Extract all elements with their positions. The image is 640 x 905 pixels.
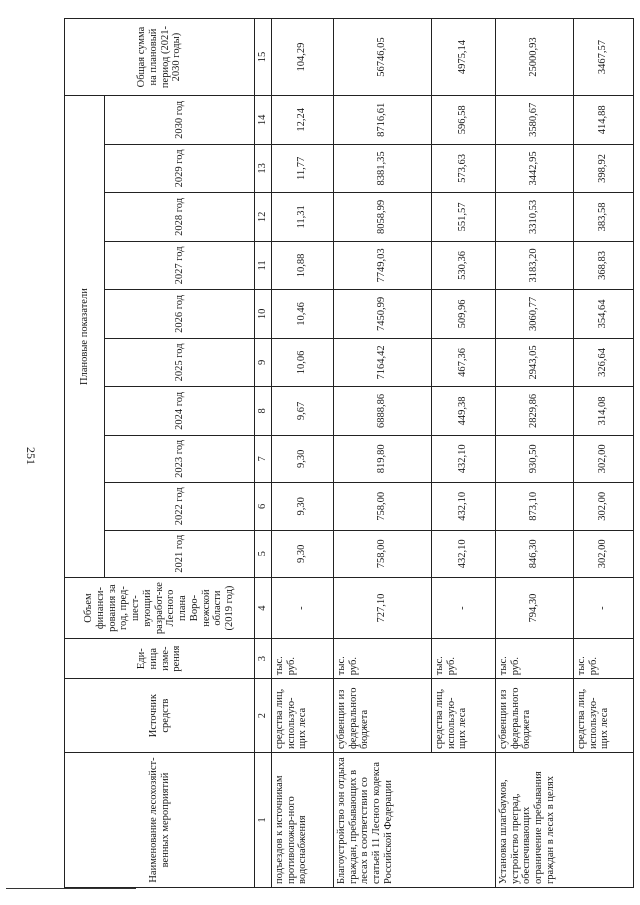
cell-source: средства лиц, использую-щих леса <box>573 679 633 753</box>
cell-year-value: 873,10 <box>495 483 573 530</box>
header-volume: Объем финанси-рования за год, пред-шест-вующий разработ-ке Лесного плана Воро-нежской области (2019 год) <box>65 577 255 638</box>
cell-year-value: 398,92 <box>573 144 633 193</box>
column-number: 10 <box>255 290 272 339</box>
cell-year-value: 2829,86 <box>495 387 573 436</box>
cell-year-value: 596,58 <box>431 96 495 145</box>
header-name: Наименование лесохозяйст-венных мероприятий <box>65 753 255 888</box>
cell-year-value: 7450,99 <box>333 290 431 339</box>
cell-year-value: 354,64 <box>573 290 633 339</box>
cell-year-value: 10,46 <box>271 290 333 339</box>
cell-unit: тыс. руб. <box>271 639 333 679</box>
cell-name: Благоустройство зон отдыха граждан, пребывающих в лесах в соответствии со статьей 11 Лесного кодекса Российской Федерации <box>333 753 495 888</box>
cell-total: 3467,57 <box>573 19 633 96</box>
table-row <box>271 19 333 888</box>
cell-year-value: 8381,35 <box>333 144 431 193</box>
cell-name: подъездов к источникам противопожар-ного водоснабжения <box>271 753 333 888</box>
cell-year-value: 449,38 <box>431 387 495 436</box>
cell-volume: - <box>271 577 333 638</box>
planning-table <box>64 18 634 888</box>
column-number: 11 <box>255 241 272 290</box>
cell-year-value: 819,80 <box>333 435 431 482</box>
header-source: Источник средств <box>65 679 255 753</box>
cell-year-value: 10,06 <box>271 338 333 387</box>
column-number: 1 <box>255 753 272 888</box>
cell-year-value: 7749,03 <box>333 241 431 290</box>
cell-year-value: 509,96 <box>431 290 495 339</box>
cell-unit: тыс. руб. <box>573 639 633 679</box>
cell-volume: 794,30 <box>495 577 573 638</box>
cell-year-value: 10,88 <box>271 241 333 290</box>
header-year: 2028 год <box>105 193 255 242</box>
cell-year-value: 12,24 <box>271 96 333 145</box>
column-number: 3 <box>255 639 272 679</box>
cell-year-value: 3060,77 <box>495 290 573 339</box>
cell-volume: 727,10 <box>333 577 431 638</box>
header-year: 2030 год <box>105 96 255 145</box>
header-year: 2023 год <box>105 435 255 482</box>
cell-year-value: 11,77 <box>271 144 333 193</box>
cell-source: средства лиц, использую-щих леса <box>431 679 495 753</box>
cell-year-value: 8716,61 <box>333 96 431 145</box>
cell-total: 25000,93 <box>495 19 573 96</box>
rotated-table-container <box>64 18 624 888</box>
cell-year-value: 573,63 <box>431 144 495 193</box>
cell-year-value: 758,00 <box>333 530 431 577</box>
cell-unit: тыс. руб. <box>333 639 431 679</box>
cell-volume: - <box>573 577 633 638</box>
column-number: 15 <box>255 19 272 96</box>
cell-year-value: 414,88 <box>573 96 633 145</box>
table-row <box>495 19 573 888</box>
cell-year-value: 432,10 <box>431 530 495 577</box>
cell-year-value: 8058,99 <box>333 193 431 242</box>
cell-year-value: 302,00 <box>573 530 633 577</box>
cell-year-value: 11,31 <box>271 193 333 242</box>
cell-volume: - <box>431 577 495 638</box>
cell-year-value: 7164,42 <box>333 338 431 387</box>
cell-year-value: 9,30 <box>271 483 333 530</box>
cell-unit: тыс. руб. <box>431 639 495 679</box>
page-number: 251 <box>24 447 38 465</box>
cell-year-value: 383,58 <box>573 193 633 242</box>
column-number: 5 <box>255 530 272 577</box>
column-number: 6 <box>255 483 272 530</box>
cell-year-value: 846,30 <box>495 530 573 577</box>
cell-year-value: 302,00 <box>573 435 633 482</box>
cell-unit: тыс. руб. <box>495 639 573 679</box>
cell-year-value: 551,57 <box>431 193 495 242</box>
header-total: Общая сумма на плановый период (2021-2030 годы) <box>65 19 255 96</box>
cell-year-value: 9,30 <box>271 530 333 577</box>
cell-year-value: 3310,53 <box>495 193 573 242</box>
cell-total: 56746,05 <box>333 19 431 96</box>
cell-year-value: 467,36 <box>431 338 495 387</box>
cell-name: Установка шлагбаумов, устройство преград, обеспечивающих ограничение пребывания граждан в лесах в целях <box>495 753 633 888</box>
cell-year-value: 6888,86 <box>333 387 431 436</box>
cell-year-value: 9,30 <box>271 435 333 482</box>
header-planned: Плановые показатели <box>65 96 105 578</box>
cell-year-value: 930,50 <box>495 435 573 482</box>
column-number: 13 <box>255 144 272 193</box>
cell-year-value: 302,00 <box>573 483 633 530</box>
cell-year-value: 368,83 <box>573 241 633 290</box>
cell-year-value: 3442,95 <box>495 144 573 193</box>
cell-year-value: 2943,05 <box>495 338 573 387</box>
table-row <box>333 19 431 888</box>
cell-total: 104,29 <box>271 19 333 96</box>
column-number: 9 <box>255 338 272 387</box>
column-number: 4 <box>255 577 272 638</box>
cell-year-value: 3580,67 <box>495 96 573 145</box>
cell-source: субвенции из федерального бюджета <box>333 679 431 753</box>
header-year: 2029 год <box>105 144 255 193</box>
cell-year-value: 326,64 <box>573 338 633 387</box>
header-year: 2024 год <box>105 387 255 436</box>
cell-year-value: 3183,20 <box>495 241 573 290</box>
header-year: 2026 год <box>105 290 255 339</box>
column-number: 7 <box>255 435 272 482</box>
cell-year-value: 758,00 <box>333 483 431 530</box>
header-year: 2027 год <box>105 241 255 290</box>
cell-source: субвенции из федерального бюджета <box>495 679 573 753</box>
cell-year-value: 9,67 <box>271 387 333 436</box>
column-number: 2 <box>255 679 272 753</box>
column-number: 12 <box>255 193 272 242</box>
cell-year-value: 432,10 <box>431 435 495 482</box>
footer-rule <box>6 888 136 889</box>
cell-year-value: 314,08 <box>573 387 633 436</box>
header-year: 2022 год <box>105 483 255 530</box>
cell-total: 4975,14 <box>431 19 495 96</box>
column-number: 8 <box>255 387 272 436</box>
header-year: 2021 год <box>105 530 255 577</box>
cell-year-value: 432,10 <box>431 483 495 530</box>
header-unit: Еди-ница изме-рения <box>65 639 255 679</box>
header-year: 2025 год <box>105 338 255 387</box>
cell-year-value: 530,36 <box>431 241 495 290</box>
column-number: 14 <box>255 96 272 145</box>
cell-source: средства лиц, использую-щих леса <box>271 679 333 753</box>
